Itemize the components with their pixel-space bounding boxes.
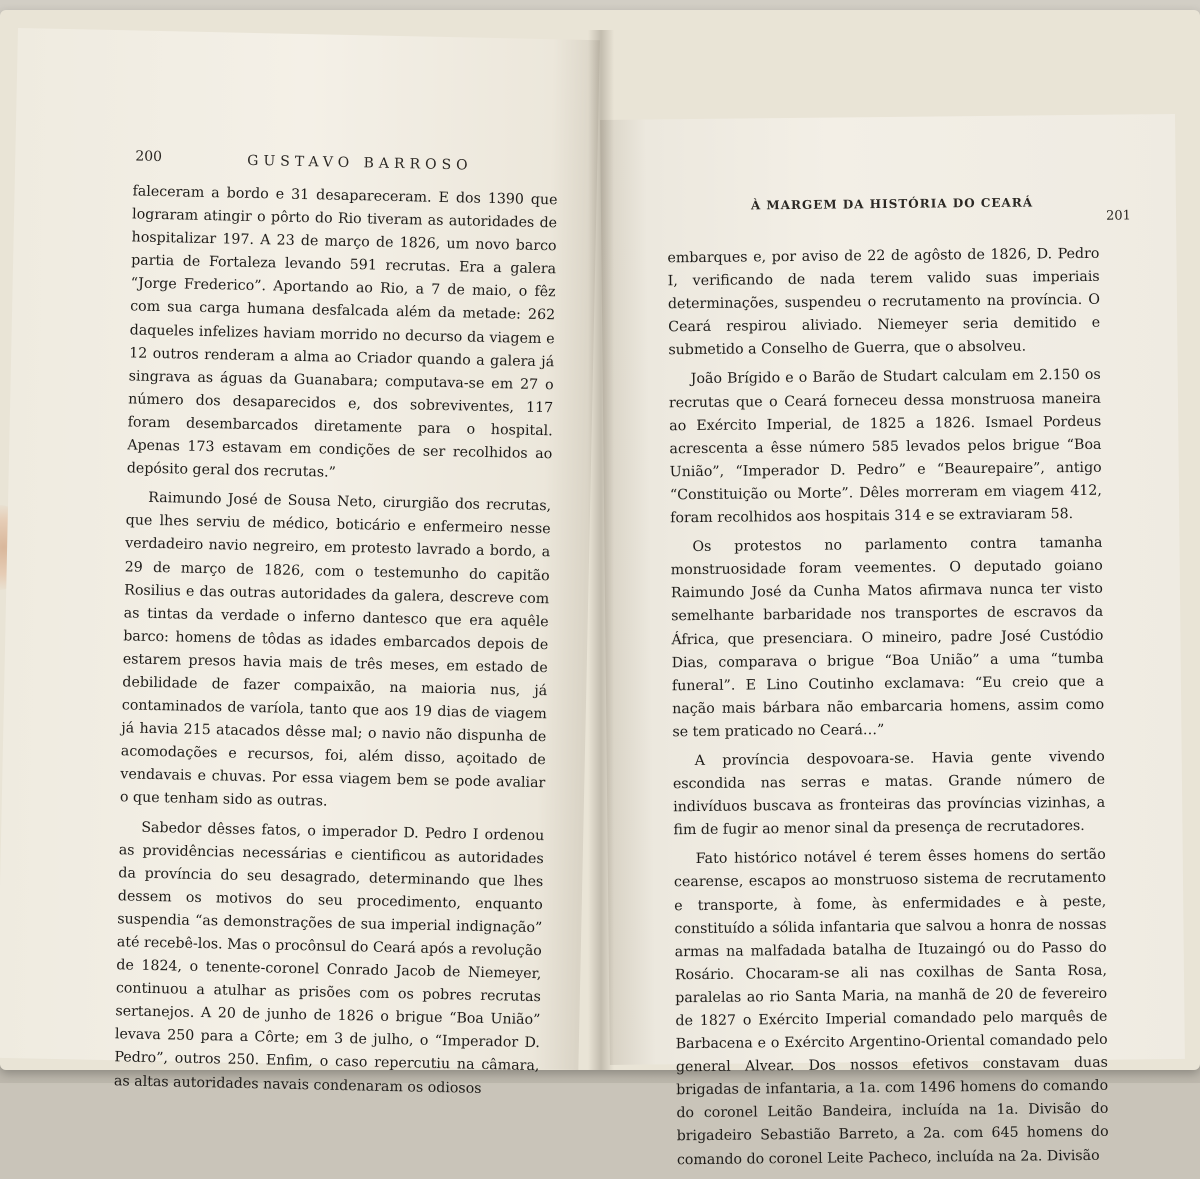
- right-paragraph-5: Fato histórico notável é terem êsses homens do sertão cearense, escapos ao monstruoso sistema de recrutamento e transporte, à fome, às enfermidades e à peste, constituído a sólida infantaria que salvou a honra de nossas armas na malfadada batalha de Ituzaingó ou do Passo do Rosário. Chocaram-se ali nas coxilhas de Santa Rosa, paralelas ao rio Santa Maria, na manhã de 20 de fevereiro de 1827 o Exército Imperial comandado pelo marquês de Barbacena e o Exército Argentino-Oriental comandado pelo general Alvear. Dos nossos efetivos constavam duas brigadas de infantaria, a 1a. com 1496 homens do comando do coronel Leitão Bandeira, incluída na 1a. Divisão do brigadeiro Sebastião Barreto, a 2a. com 645 homens do comando do coronel Leite Pacheco, incluída na 2a. Divisão: [673, 847, 1109, 1168]
- left-paragraph-1: faleceram a bordo e 31 desapareceram. E dos 1390 que lograram atingir o pôrto do Rio tiveram as autoridades de hospitalizar 197. A 23 de março de 1826, um novo barco partia de Fortaleza levando 591 recrutas. Era a galera “Jorge Frederico”. Aportando ao Rio, a 7 de maio, o fêz com sua carga humana desfalcada além da metade: 262 daqueles infelizes haviam morrido no decurso da viagem e 12 outros renderam a alma ao Criador quando a galera já singrava as águas da Guanabara; computava-se em 27 o número dos desaparecidos e, dos sobreviventes, 117 foram desembarcados diretamente para o hospital. Apenas 173 estavam em condições de ser recolhidos ao depósito geral dos recrutas.”: [126, 183, 558, 481]
- right-page-number: 201: [1105, 208, 1131, 224]
- right-paragraph-1: embarques e, por aviso de 22 de agôsto de 1826, D. Pedro I, verificando de nada terem valido suas imperiais determinações, suspendeu o recrutamento na província. O Ceará respirou aliviado. Niemeyer seria demitido e submetido a Conselho de Guerra, que o absolveu.: [667, 245, 1101, 359]
- left-paragraph-3: Sabedor dêsses fatos, o imperador D. Pedro I ordenou as providências necessárias e cientificou as autoridades da província do seu desagrado, determinando que lhes dessem os motivos do seu procedimento, enquanto suspendia “as demonstrações de sua imperial indignação” até recebê-los. Mas o procônsul do Ceará após a revolução de 1824, o tenente-coronel Conrado Jacob de Niemeyer, continuou a atulhar as prisões com os pobres recrutas sertanejos. A 20 de junho de 1826 o brigue “Boa União” levava 250 para a Côrte; em 3 de julho, o “Imperador D. Pedro”, outros 250. Enfim, o caso repercutiu na câmara, as altas autoridades navais condenaram os odiosos: [113, 819, 545, 1097]
- left-running-head: GUSTAVO BARROSO: [247, 152, 473, 174]
- right-page-text: [667, 243, 1109, 1178]
- left-page: [0, 28, 600, 1097]
- right-page-header: [750, 194, 1171, 224]
- right-running-head: À MARGEM DA HISTÓRIA DO CEARÁ: [750, 195, 1034, 213]
- right-page: [600, 114, 1185, 1168]
- book-gutter: [588, 30, 614, 1070]
- right-paragraph-4: A província despovoara-se. Havia gente vivendo escondida nas serras e matas. Grande número de indivíduos buscava as fronteiras das províncias vizinhas, a fim de fugir ao menor sinal da presença de recrutadores.: [672, 748, 1106, 839]
- left-page-header: [135, 148, 496, 174]
- right-paragraph-3: Os protestos no parlamento contra tamanha monstruosidade foram veementes. O deputado goiano Raimundo José da Cunha Matos afirmava nunca ter visto semelhante barbaridade nos transportes de escravos da África, que presenciara. O mineiro, padre José Custódio Dias, comparava o brigue “Boa União” a uma “tumba funeral”. E Lino Coutinho exclamava: “Eu creio que a nação mais bárbara não embarcaria homens, assim como se tem praticado no Ceará…”: [670, 534, 1105, 741]
- left-page-text: [114, 180, 558, 1107]
- left-paragraph-2: Raimundo José de Sousa Neto, cirurgião dos recrutas, que lhes serviu de médico, boticário e enfermeiro nesse verdadeiro navio negreiro, em protesto lavrado a bordo, a 29 de março de 1826, com o testemunho do capitão Rosilius e das outras autoridades da galera, descreve com as tintas da verdade o inferno dantesco que era aquêle barco: homens de tôdas as idades embarcados depois de estarem presos havia mais de três meses, em estado de debilidade de fazer compaixão, na maioria nus, já contaminados de varíola, tanto que aos 19 dias de viagem já havia 215 atacados dêsse mal; o navio não dispunha de acomodações e recursos, foi, além disso, açoitado de vendavais e chuvas. Por essa viagem bem se pode avaliar o que tenham sido as outras.: [119, 490, 552, 811]
- right-paragraph-2: João Brígido e o Barão de Studart calculam em 2.150 os recrutas que o Ceará forneceu dessa monstruosa maneira ao Exército Imperial, de 1825 a 1826. Ismael Pordeus acrescenta a êsse número 585 levados pelos brigue “Boa União”, “Imperador D. Pedro” e “Beaurepaire”, antigo “Constituição ou Morte”. Dêles morreram em viagem 412, foram recolhidos aos hospitais 314 e se extraviaram 58.: [668, 367, 1102, 527]
- left-page-number: 200: [135, 148, 163, 166]
